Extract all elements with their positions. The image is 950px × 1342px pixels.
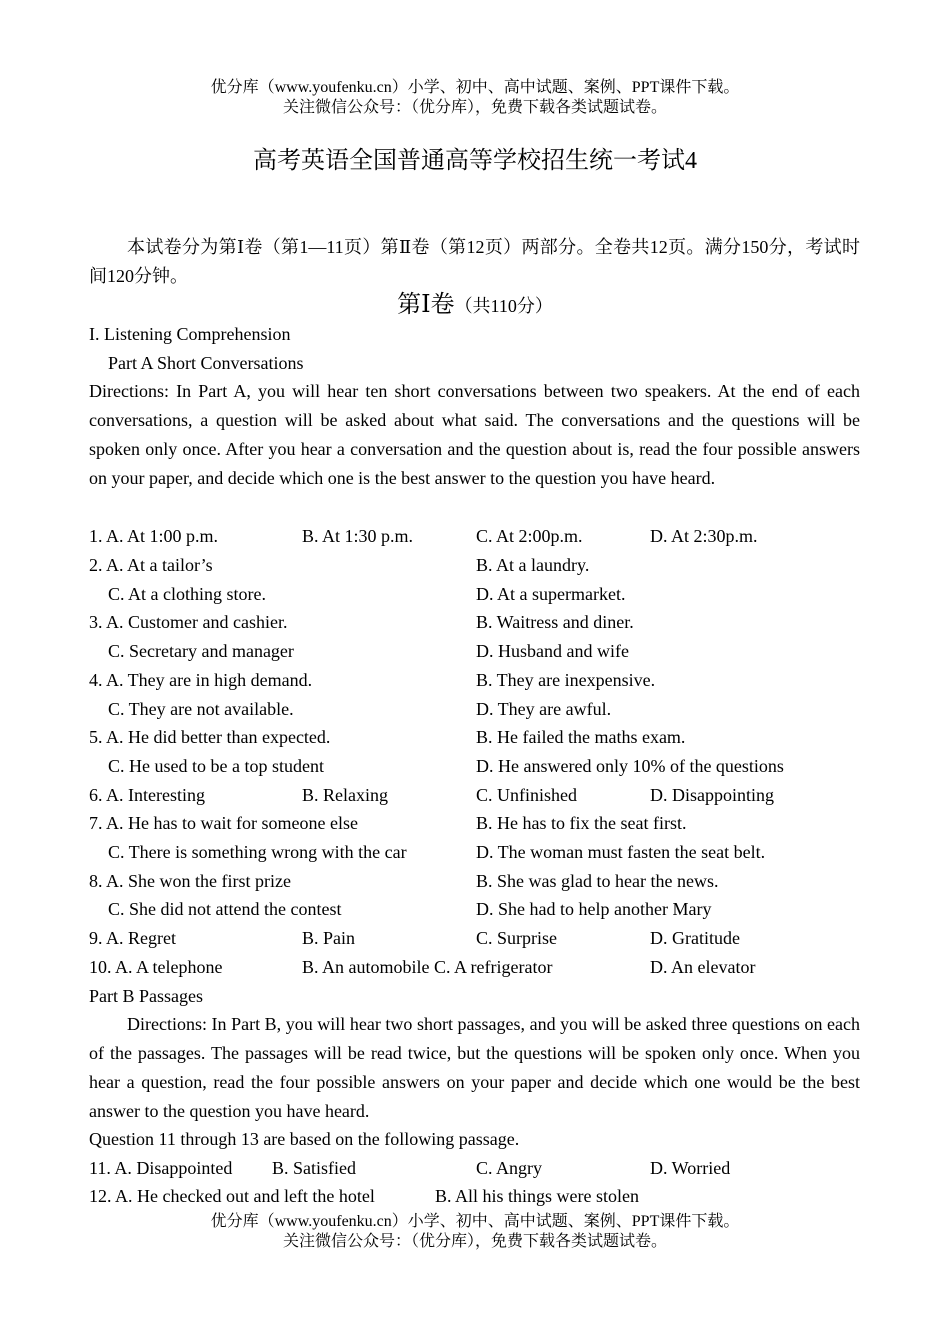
- question-4-row-2: [0, 699, 950, 721]
- option: C. He used to be a top student: [108, 756, 324, 776]
- question-1: [0, 526, 950, 548]
- option: 4. A. They are in high demand.: [89, 670, 313, 690]
- option: B. All his things were stolen: [435, 1186, 639, 1206]
- option: D. At 2:30p.m.: [650, 526, 758, 546]
- section-heading: [0, 290, 950, 321]
- question-11: [0, 1158, 950, 1180]
- footer-line-2: 关注微信公众号：（优分库），免费下载各类试题试卷。: [282, 1233, 667, 1250]
- option: B. At 1:30 p.m.: [302, 526, 414, 546]
- option: D. Gratitude: [650, 928, 740, 948]
- option: D. Husband and wife: [476, 641, 629, 661]
- footer-line-1: 优分库（www.youfenku.cn）小学、初中、高中试题、案例、PPT课件下载。: [210, 1213, 740, 1230]
- option: 12. A. He checked out and left the hotel: [89, 1186, 375, 1206]
- option: B. He failed the maths exam.: [476, 727, 686, 747]
- question-7-row-1: [0, 813, 950, 835]
- option: D. Worried: [650, 1158, 731, 1178]
- option: D. At a supermarket.: [476, 584, 626, 604]
- option: D. She had to help another Mary: [476, 899, 712, 919]
- option: D. An elevator: [650, 957, 756, 977]
- page-title: 高考英语全国普通高等学校招生统一考试4: [253, 148, 697, 174]
- question-3-row-1: [0, 612, 950, 634]
- option: B. Pain: [302, 928, 356, 948]
- option: 3. A. Customer and cashier.: [89, 612, 288, 632]
- option: D. The woman must fasten the seat belt.: [476, 842, 766, 862]
- question-8-row-1: [0, 871, 950, 893]
- option: 8. A. She won the first prize: [89, 871, 291, 891]
- intro-paragraph: 本试卷分为第Ⅰ卷（第1—11页）第Ⅱ卷（第12页）两部分。全卷共12页。满分150分，考试时间120分钟。: [89, 237, 860, 286]
- question-5-row-1: [0, 727, 950, 749]
- part-b-heading: Part B Passages: [89, 986, 203, 1006]
- option: B. Waitress and diner.: [476, 612, 634, 632]
- directions-a: Directions: In Part A, you will hear ten short conversations between two speakers. At the end of each conversations, a question will be asked about what said. The conversations and the questions will be spoken only once. After you hear a conversation and the question about is, read the four possible answers on your paper, and decide which one is the best answer to the question you have heard.: [89, 381, 860, 488]
- option: B. He has to fix the seat first.: [476, 813, 687, 833]
- option: C. Angry: [476, 1158, 543, 1178]
- question-2-row-1: [0, 555, 950, 577]
- option: 7. A. He has to wait for someone else: [89, 813, 358, 833]
- section-main: 第Ⅰ卷: [397, 292, 455, 318]
- listening-heading: I. Listening Comprehension: [89, 324, 291, 344]
- option: C. Unfinished: [476, 785, 577, 805]
- header-line-2: 关注微信公众号：（优分库），免费下载各类试题试卷。: [282, 99, 667, 116]
- question-9: [0, 928, 950, 950]
- option: 11. A. Disappointed: [89, 1158, 233, 1178]
- option: D. They are awful.: [476, 699, 612, 719]
- option: C. At a clothing store.: [108, 584, 266, 604]
- question-7-row-2: [0, 842, 950, 864]
- option: C. She did not attend the contest: [108, 899, 342, 919]
- question-2-row-2: [0, 584, 950, 606]
- option: 10. A. A telephone: [89, 957, 223, 977]
- option: D. Disappointing: [650, 785, 774, 805]
- question-12: [0, 1186, 950, 1208]
- section-sub: （共110分）: [454, 296, 553, 316]
- option: C. Surprise: [476, 928, 557, 948]
- option: 1. A. At 1:00 p.m.: [89, 526, 219, 546]
- question-5-row-2: [0, 756, 950, 778]
- option: 5. A. He did better than expected.: [89, 727, 331, 747]
- option: B. At a laundry.: [476, 555, 590, 575]
- option: 6. A. Interesting: [89, 785, 205, 805]
- part-a-heading: Part A Short Conversations: [108, 353, 304, 373]
- question-8-row-2: [0, 899, 950, 921]
- option: D. He answered only 10% of the questions: [476, 756, 784, 776]
- question-4-row-1: [0, 670, 950, 692]
- question-3-row-2: [0, 641, 950, 663]
- option: B. Satisfied: [272, 1158, 356, 1178]
- option: B. Relaxing: [302, 785, 388, 805]
- passage-note: Question 11 through 13 are based on the following passage.: [89, 1129, 520, 1149]
- option: 9. A. Regret: [89, 928, 176, 948]
- option: 2. A. At a tailor’s: [89, 555, 213, 575]
- question-10: [0, 957, 950, 979]
- option: B. They are inexpensive.: [476, 670, 656, 690]
- option: B. She was glad to hear the news.: [476, 871, 719, 891]
- directions-b: Directions: In Part B, you will hear two short passages, and you will be asked three questions on each of the passages. The passages will be read twice, but the questions will be spoken only once. When you hear a question, read the four possible answers on your paper and decide which one would be the best answer to the question you have heard.: [89, 1014, 860, 1121]
- question-6: [0, 785, 950, 807]
- option: C. Secretary and manager: [108, 641, 294, 661]
- option: B. An automobile C. A refrigerator: [302, 957, 553, 977]
- option: C. They are not available.: [108, 699, 294, 719]
- header-line-1: 优分库（www.youfenku.cn）小学、初中、高中试题、案例、PPT课件下载。: [210, 79, 740, 96]
- option: C. At 2:00p.m.: [476, 526, 583, 546]
- option: C. There is something wrong with the car: [108, 842, 407, 862]
